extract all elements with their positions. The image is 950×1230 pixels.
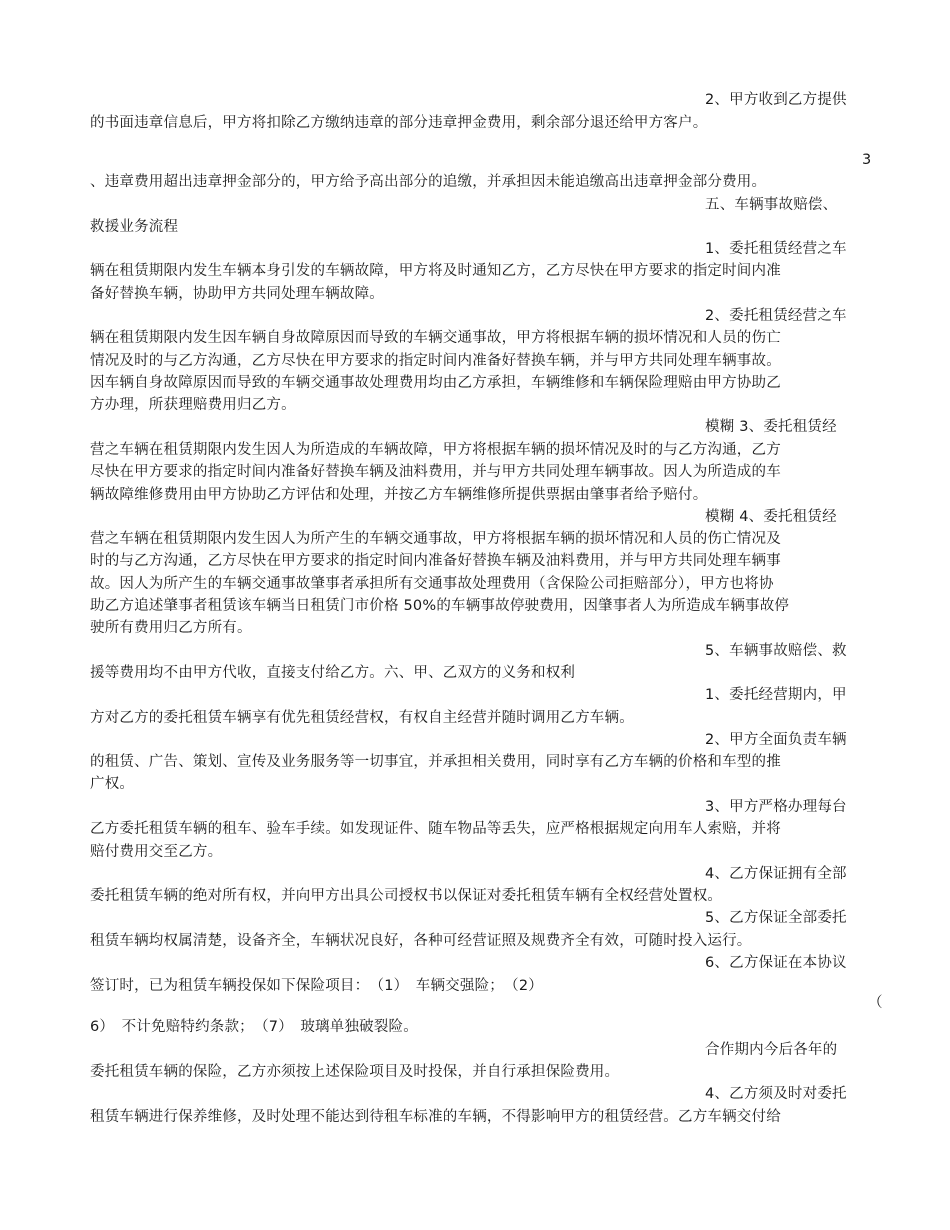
text-line: 模糊 4、委托租赁经 bbox=[705, 509, 837, 525]
text-line: 委托租赁车辆的保险，乙方亦须按上述保险项目及时投保，并自行承担保险费用。 bbox=[90, 1064, 620, 1080]
text-line: 模糊 3、委托租赁经 bbox=[705, 419, 837, 435]
text-line: 方对乙方的委托租赁车辆享有优先租赁经营权，有权自主经营并随时调用乙方车辆。 bbox=[90, 710, 634, 726]
text-line: 赔付费用交至乙方。 bbox=[90, 844, 223, 860]
text-line: 的租赁、广告、策划、宣传及业务服务等一切事宜，并承担相关费用，同时享有乙方车辆的价格和车型的推 bbox=[90, 754, 781, 770]
text-line: 时的与乙方沟通，乙方尽快在甲方要求的指定时间内准备好替换车辆及油料费用，并与甲方共同处理车辆事 bbox=[90, 553, 781, 569]
text-line: 5、乙方保证全部委托 bbox=[705, 910, 847, 926]
text-line: 故。因人为所产生的车辆交通事故肇事者承担所有交通事故处理费用（含保险公司拒赔部分），甲方也将协 bbox=[90, 576, 774, 592]
text-line: 辆在租赁期限内发生车辆本身引发的车辆故障，甲方将及时通知乙方，乙方尽快在甲方要求的指定时间内准 bbox=[90, 263, 781, 279]
text-line: 、违章费用超出违章押金部分的，甲方给予高出部分的追缴，并承担因未能追缴高出违章押金部分费用。 bbox=[90, 174, 767, 190]
text-line: 5、车辆事故赔偿、救 bbox=[705, 643, 847, 659]
section-heading: 五、车辆事故赔偿、 bbox=[705, 197, 838, 213]
text-line: 助乙方追述肇事者租赁该车辆当日租赁门市价格 50%的车辆事故停驶费用，因肇事者人为所造成车辆事故停 bbox=[90, 598, 790, 614]
text-line: 6） 不计免赔特约条款； （7） 玻璃单独破裂险。 bbox=[90, 1019, 418, 1035]
text-line: 2、委托租赁经营之车 bbox=[705, 308, 847, 324]
text-line: 方办理，所获理赔费用归乙方。 bbox=[90, 397, 296, 413]
text-line: 乙方委托租赁车辆的租车、验车手续。如发现证件、随车物品等丢失，应严格根据规定向用车人索赔，并将 bbox=[90, 821, 781, 837]
text-line: 4、乙方须及时对委托 bbox=[705, 1086, 847, 1102]
text-line: 辆在租赁期限内发生因车辆自身故障原因而导致的车辆交通事故，甲方将根据车辆的损坏情况和人员的伤亡 bbox=[90, 330, 781, 346]
text-line: 的书面违章信息后，甲方将扣除乙方缴纳违章的部分违章押金费用，剩余部分退还给甲方客户。 bbox=[90, 115, 708, 131]
text-line: 广权。 bbox=[90, 776, 135, 792]
text-line: 驶所有费用归乙方所有。 bbox=[90, 620, 252, 636]
text-line: 1、委托经营期内，甲 bbox=[705, 687, 847, 703]
text-line: 2、甲方全面负责车辆 bbox=[705, 732, 847, 748]
text-line: （ bbox=[868, 995, 883, 1011]
text-line: 情况及时的与乙方沟通，乙方尽快在甲方要求的指定时间内准备好替换车辆，并与甲方共同处理车辆事故。 bbox=[90, 353, 781, 369]
text-line: 合作期内今后各年的 bbox=[705, 1042, 838, 1058]
text-line: 2、甲方收到乙方提供 bbox=[705, 92, 847, 108]
text-line: 营之车辆在租赁期限内发生因人为所产生的车辆交通事故，甲方将根据车辆的损坏情况和人员的伤亡情况及 bbox=[90, 531, 781, 547]
text-line: 3、甲方严格办理每台 bbox=[705, 799, 847, 815]
text-line: 尽快在甲方要求的指定时间内准备好替换车辆及油料费用，并与甲方共同处理车辆事故。因人为所造成的车 bbox=[90, 464, 781, 480]
text-line: 辆故障维修费用由甲方协助乙方评估和处理，并按乙方车辆维修所提供票据由肇事者给予赔付。 bbox=[90, 487, 708, 503]
text-line: 委托租赁车辆的绝对所有权，并向甲方出具公司授权书以保证对委托租赁车辆有全权经营处置权。 bbox=[90, 888, 723, 904]
text-line: 6、乙方保证在本协议 bbox=[705, 955, 847, 971]
text-line: 3 bbox=[862, 152, 872, 168]
text-line: 援等费用均不由甲方代收，直接支付给乙方。六、甲、乙双方的义务和权利 bbox=[90, 665, 576, 681]
text-line: 1、委托租赁经营之车 bbox=[705, 241, 847, 257]
text-line: 营之车辆在租赁期限内发生因人为所造成的车辆故障，甲方将根据车辆的损坏情况及时的与乙方沟通，乙方 bbox=[90, 442, 781, 458]
text-line: 4、乙方保证拥有全部 bbox=[705, 866, 847, 882]
text-line: 因车辆自身故障原因而导致的车辆交通事故处理费用均由乙方承担，车辆维修和车辆保险理赔由甲方协助乙 bbox=[90, 375, 781, 391]
section-heading: 救援业务流程 bbox=[90, 219, 179, 235]
text-line: 租赁车辆进行保养维修，及时处理不能达到待租车标准的车辆，不得影响甲方的租赁经营。乙方车辆交付给 bbox=[90, 1109, 781, 1125]
text-line: 租赁车辆均权属清楚，设备齐全，车辆状况良好，各种可经营证照及规费齐全有效，可随时投入运行。 bbox=[90, 933, 752, 949]
text-line: 签订时，已为租赁车辆投保如下保险项目： （1） 车辆交强险； （2） bbox=[90, 978, 543, 994]
text-line: 备好替换车辆，协助甲方共同处理车辆故障。 bbox=[90, 286, 384, 302]
